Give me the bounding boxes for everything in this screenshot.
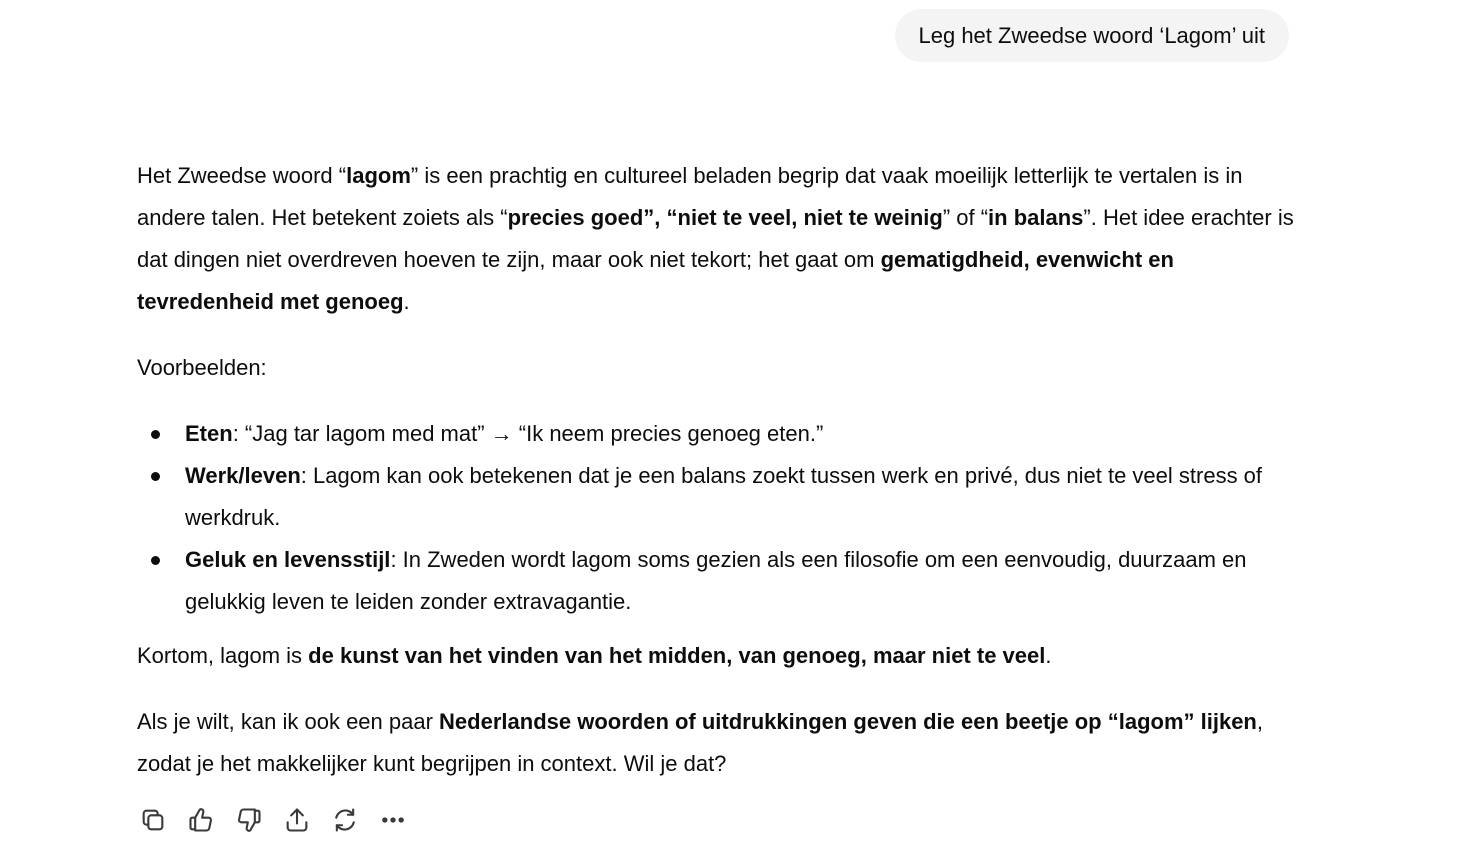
text-segment: ” of “ [942,205,989,230]
text-segment: ” is een prachtig en cultureel beladen begrip dat vaak moeilijk letterlijk te vertalen is in andere talen. Het betekent zoiets als “ [137,163,1243,230]
assistant-message [137,155,1297,785]
answer-paragraph-examples-heading: Voorbeelden: [137,355,267,380]
thumbs-up-icon [187,806,215,834]
bold-segment: Nederlandse woorden of uitdrukkingen geven die een beetje op “lagom” lijken [439,709,1257,734]
thumbs-up-button[interactable] [185,804,217,836]
text-segment: , zodat je het makkelijker kunt begrijpen in context. Wil je dat? [137,709,1263,776]
list-item-term: Eten [185,421,233,446]
list-item [137,539,1297,623]
share-button[interactable] [281,804,313,836]
text-segment: . [1045,643,1052,668]
answer-paragraph-intro [137,155,1297,323]
bold-segment: in balans [988,205,1084,230]
user-message-text: Leg het Zweedse woord ‘Lagom’ uit [918,23,1265,48]
bold-segment: lagom [346,163,411,188]
bold-segment: niet te veel, niet te weinig [677,205,943,230]
answer-paragraph-offer [137,701,1297,785]
text-segment: . [403,289,410,314]
share-icon [283,806,311,834]
text-segment: Het Zweedse woord “ [137,163,347,188]
copy-button[interactable] [137,804,169,836]
list-item-text: : Lagom kan ook betekenen dat je een balans zoekt tussen werk en privé, dus niet te veel stress of werkdruk. [185,463,1263,530]
regenerate-button[interactable] [329,804,361,836]
bullet-dot [151,430,160,439]
more-icon [379,806,407,834]
user-message-bubble [895,9,1290,62]
list-item-text: : “Jag tar lagom med mat” → “Ik neem precies genoeg eten.” [232,421,824,446]
bold-segment: de kunst van het vinden van het midden, van genoeg, maar niet te veel [308,643,1046,668]
text-segment: Kortom, lagom is [137,643,309,668]
list-item-term: Werk/leven [185,463,301,488]
list-item [137,455,1297,539]
thumbs-down-icon [235,806,263,834]
list-item-term: Geluk en levensstijl [185,547,391,572]
copy-icon [139,806,167,834]
regenerate-icon [331,806,359,834]
list-item-text: : In Zweden wordt lagom soms gezien als een filosofie om een eenvoudig, duurzaam en gelukkig leven te leiden zonder extravagantie. [185,547,1247,614]
more-options-button[interactable] [377,804,409,836]
list-item [137,413,1297,455]
bullet-dot [151,472,160,481]
text-segment: Als je wilt, kan ik ook een paar [137,709,440,734]
examples-list [137,413,1297,623]
thumbs-down-button[interactable] [233,804,265,836]
bold-segment: precies goed [507,205,644,230]
bold-segment: ”, “ [643,205,678,230]
bold-segment: gematigdheid, evenwicht en tevredenheid met genoeg [137,247,1174,314]
bullet-dot [151,556,160,565]
message-actions-bar [137,804,409,836]
text-segment: ”. Het idee erachter is dat dingen niet overdreven hoeven te zijn, maar ook niet tekort; het gaat om [137,205,1294,272]
answer-paragraph-summary [137,635,1297,677]
